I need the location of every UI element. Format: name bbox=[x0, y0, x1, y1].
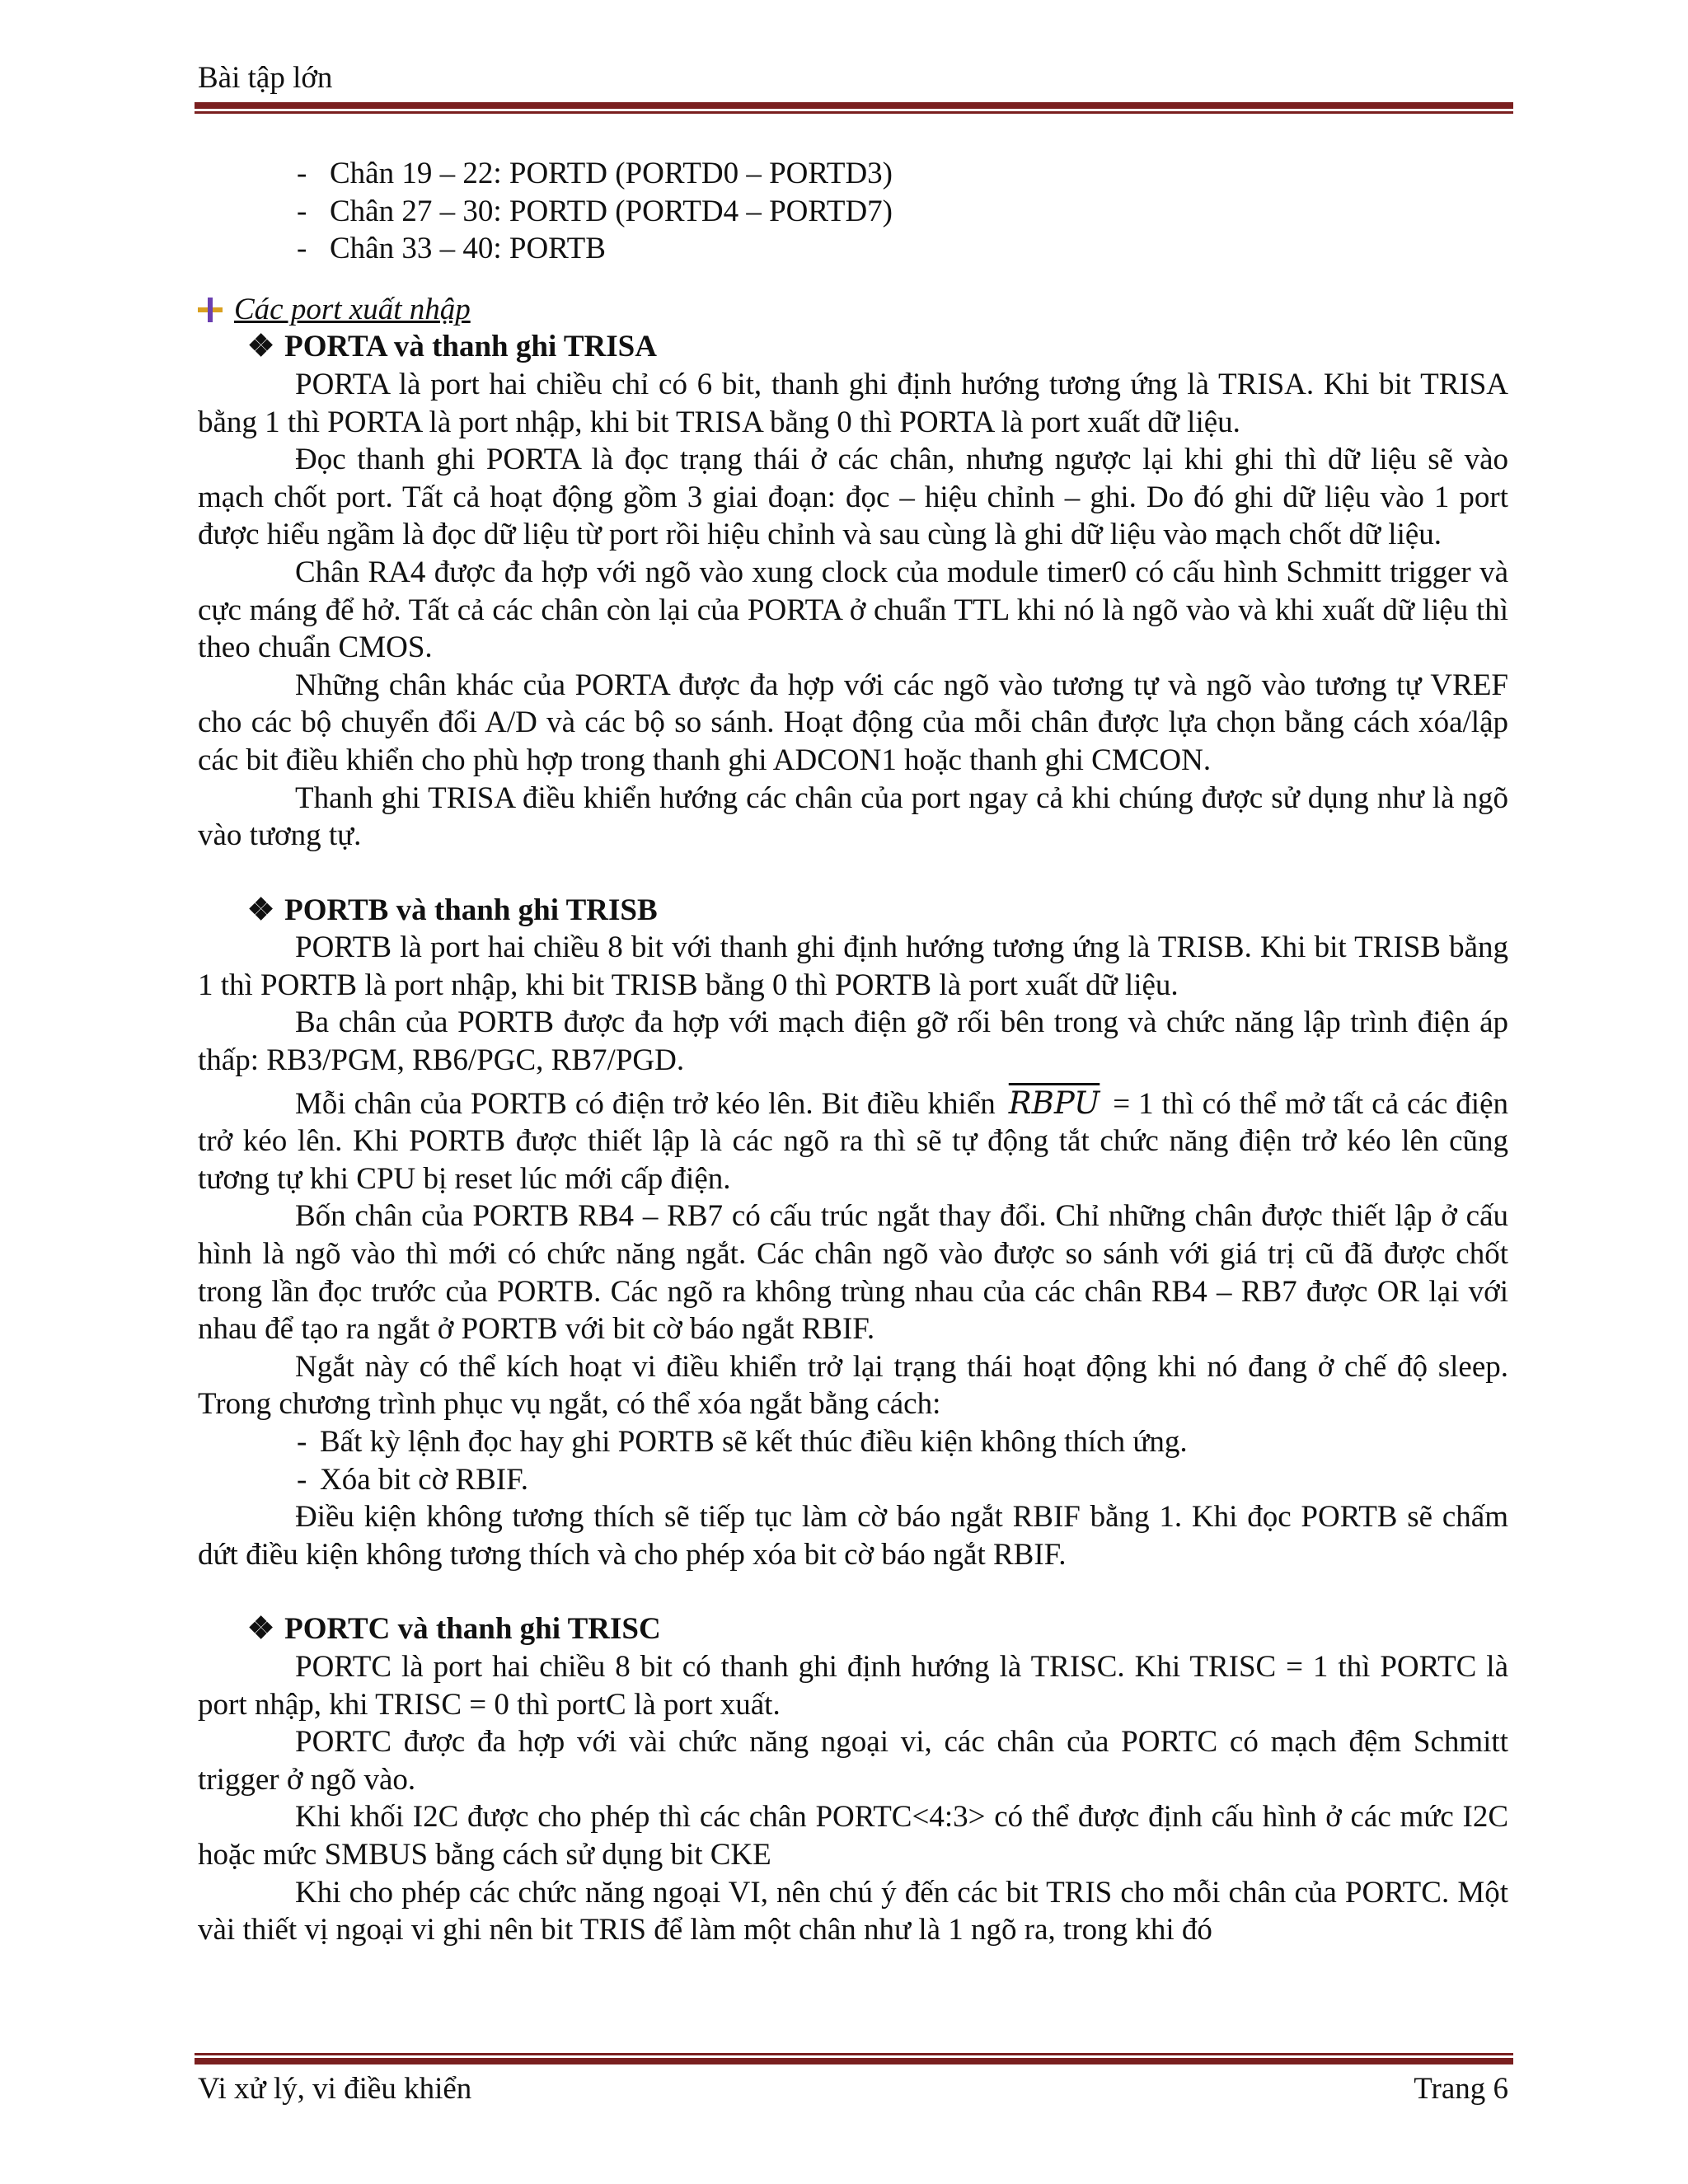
paragraph: Bốn chân của PORTB RB4 – RB7 có cấu trúc ngắt thay đổi. Chỉ những chân được thiết lập ở cấu hình là ngõ vào thì mới có chức năng ngắt. Các chân ngõ vào được so sánh với giá trị cũ đã được chốt trong lần đọc trước của PORTB. Các ngõ ra không trùng nhau của các chân RB4 – RB7 được OR lại với nhau để tạo ra ngắt ở PORTB với bit cờ báo ngắt RBIF. bbox=[198, 1199, 1508, 1347]
diamond-bullet-icon: ❖ bbox=[247, 893, 275, 927]
paragraph: Mỗi chân của PORTB có điện trở kéo lên. Bit điều khiển RBPU = 1 thì có thể mở tất cả các điện trở kéo lên. Khi PORTB được thiết lập là các ngõ ra thì sẽ tự động tắt chức năng điện trở kéo lên cũng tương tự khi CPU bị reset lúc mới cấp điện. bbox=[198, 1085, 1509, 1196]
paragraph: Chân RA4 được đa hợp với ngõ vào xung clock của module timer0 có cấu hình Schmitt trigger và cực máng để hở. Tất cả các chân còn lại của PORTA ở chuẩn TTL khi nó là ngõ vào và khi xuất dữ liệu thì theo chuẩn CMOS. bbox=[198, 555, 1508, 665]
header-rule-thin bbox=[195, 111, 1513, 114]
paragraph: Khi khối I2C được cho phép thì các chân PORTC<4:3> có thể được định cấu hình ở các mức I2C hoặc mức SMBUS bằng cách sử dụng bit CKE bbox=[198, 1800, 1508, 1872]
four-point-star-icon bbox=[198, 298, 223, 322]
header-title: Bài tập lớn bbox=[198, 61, 333, 95]
list-item: - Xóa bit cờ RBIF. bbox=[297, 1462, 528, 1497]
footer-rule-thin bbox=[195, 2053, 1513, 2055]
paragraph: PORTC được đa hợp với vài chức năng ngoại vi, các chân của PORTC có mạch đệm Schmitt trigger ở ngõ vào. bbox=[198, 1725, 1508, 1797]
paragraph: Đọc thanh ghi PORTA là đọc trạng thái ở các chân, nhưng ngược lại khi ghi thì dữ liệu sẽ vào mạch chốt port. Tất cả hoạt động gồm 3 giai đoạn: đọc – hiệu chỉnh – ghi. Do đó ghi dữ liệu vào 1 port được hiểu ngầm là đọc dữ liệu từ port rồi hiệu chỉnh và sau cùng là ghi dữ liệu vào mạch chốt dữ liệu. bbox=[198, 443, 1508, 552]
list-item: - Chân 27 – 30: PORTD (PORTD4 – PORTD7) bbox=[297, 194, 893, 228]
paragraph: Thanh ghi TRISA điều khiển hướng các chân của port ngay cả khi chúng được sử dụng như là ngõ vào tương tự. bbox=[198, 780, 1508, 853]
pin-list bbox=[198, 155, 1508, 268]
page-number: Trang 6 bbox=[1414, 2072, 1508, 2106]
paragraph: PORTB là port hai chiều 8 bit với thanh ghi định hướng tương ứng là TRISB. Khi bit TRISB bằng 1 thì PORTB là port nhập, khi bit TRISB bằng 0 thì PORTB là port xuất dữ liệu. bbox=[198, 930, 1508, 1002]
list-item: - Bất kỳ lệnh đọc hay ghi PORTB sẽ kết thúc điều kiện không thích ứng. bbox=[297, 1425, 1188, 1459]
diamond-bullet-icon: ❖ bbox=[247, 1612, 275, 1647]
paragraph: Khi cho phép các chức năng ngoại VI, nên chú ý đến các bit TRIS cho mỗi chân của PORTC. Một vài thiết vị ngoại vi ghi nên bit TRIS để làm một chân như là 1 ngõ ra, trong khi đó bbox=[198, 1875, 1508, 1947]
list-item: - Chân 33 – 40: PORTB bbox=[297, 232, 606, 266]
portb-heading: ❖ PORTB và thanh ghi TRISB bbox=[198, 892, 1508, 930]
footer-left: Vi xử lý, vi điều khiển bbox=[198, 2072, 472, 2106]
header-rule bbox=[195, 102, 1513, 109]
paragraph: Điều kiện không tương thích sẽ tiếp tục làm cờ báo ngắt RBIF bằng 1. Khi đọc PORTB sẽ chấm dứt điều kiện không tương thích và cho phép xóa bit cờ báo ngắt RBIF. bbox=[198, 1500, 1508, 1572]
paragraph: PORTA là port hai chiều chỉ có 6 bit, thanh ghi định hướng tương ứng là TRISA. Khi bit TRISA bằng 1 thì PORTA là port nhập, khi bit TRISA bằng 0 thì PORTA là port xuất dữ liệu. bbox=[198, 367, 1508, 439]
rbpu-symbol: RBPU bbox=[1008, 1085, 1100, 1121]
section-title: Các port xuất nhập bbox=[198, 291, 1508, 329]
paragraph: PORTC là port hai chiều 8 bit có thanh ghi định hướng là TRISC. Khi TRISC = 1 thì PORTC là port nhập, khi TRISC = 0 thì portC là port xuất. bbox=[198, 1649, 1508, 1722]
portc-heading: ❖ PORTC và thanh ghi TRISC bbox=[198, 1610, 1508, 1648]
paragraph: Những chân khác của PORTA được đa hợp với các ngõ vào tương tự và ngõ vào tương tự VREF cho các bộ chuyển đổi A/D và các bộ so sánh. Hoạt động của mỗi chân được lựa chọn bằng cách xóa/lập các bit điều khiển cho phù hợp trong thanh ghi ADCON1 hoặc thanh ghi CMCON. bbox=[198, 668, 1508, 777]
paragraph: Ngắt này có thể kích hoạt vi điều khiển trở lại trạng thái hoạt động khi nó đang ở chế độ sleep. Trong chương trình phục vụ ngắt, có thể xóa ngắt bằng cách: bbox=[198, 1349, 1508, 1422]
document-body bbox=[198, 155, 1508, 1949]
porta-heading: ❖ PORTA và thanh ghi TRISA bbox=[198, 328, 1508, 366]
list-item: - Chân 19 – 22: PORTD (PORTD0 – PORTD3) bbox=[297, 157, 893, 190]
footer-rule bbox=[195, 2058, 1513, 2064]
portb-bullets bbox=[198, 1423, 1508, 1498]
paragraph: Ba chân của PORTB được đa hợp với mạch điện gỡ rối bên trong và chức năng lập trình điện áp thấp: RB3/PGM, RB6/PGC, RB7/PGD. bbox=[198, 1005, 1508, 1078]
diamond-bullet-icon: ❖ bbox=[247, 330, 275, 364]
